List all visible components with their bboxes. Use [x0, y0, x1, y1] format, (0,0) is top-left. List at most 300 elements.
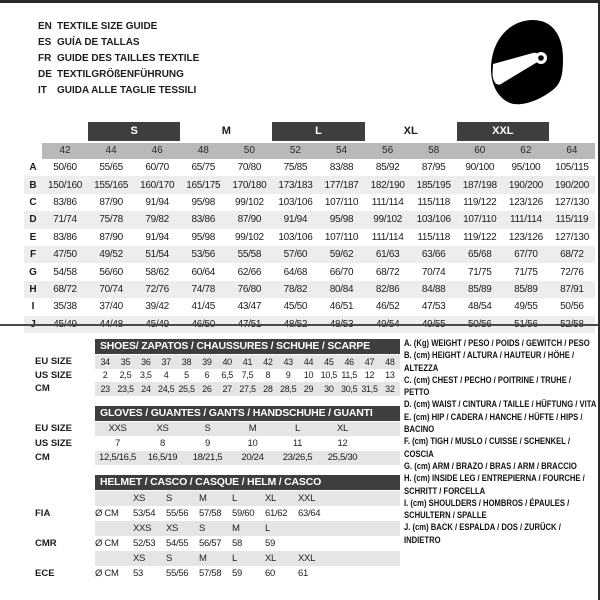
measurement-cell: 48/54 — [468, 301, 492, 313]
measurement-cell: 64/68 — [283, 266, 308, 278]
measurement-cell: 70/74 — [99, 283, 123, 295]
measurement-cell: 150/160 — [48, 179, 83, 191]
measurement-cell: 76/80 — [237, 283, 262, 295]
gloves-title-bar: GLOVES / GUANTES / GANTS / HANDSCHUHE / GUANTI — [95, 406, 400, 421]
measurement-row — [24, 281, 595, 298]
gloves-value-cell: 12 — [337, 437, 348, 449]
shoes-value-cell: 26 — [202, 383, 212, 394]
row-letter: H — [29, 283, 37, 295]
helmet-sizes-row — [24, 551, 400, 566]
gloves-value-cell: 18/21,5 — [192, 452, 223, 464]
measurement-cell: 83/86 — [53, 196, 77, 208]
helmet-icon — [487, 17, 567, 109]
measurement-cell: 70/80 — [237, 162, 262, 174]
measurement-cell: 71/75 — [468, 266, 492, 278]
measurement-cell: 127/130 — [554, 196, 589, 208]
row-letter: G — [29, 266, 37, 278]
measurement-cell: 103/106 — [416, 214, 451, 226]
measurement-cell: 187/198 — [462, 179, 497, 191]
helmet-sizes-row — [24, 521, 400, 536]
helmet-sizes-spacer — [24, 521, 95, 536]
helmet-sizes-band — [95, 551, 400, 566]
helmet-size-label: XL — [265, 493, 277, 504]
helmet-sizes-row — [24, 491, 400, 506]
shoes-value-cell: 30 — [324, 383, 334, 394]
gloves-value-cell: M — [248, 423, 257, 435]
helmet-values-row — [24, 536, 400, 551]
measurement-cell: 99/102 — [234, 196, 264, 208]
measurement-cell: 190/200 — [508, 179, 543, 191]
gloves-value-cell: XS — [156, 423, 169, 435]
size-number: 50 — [226, 143, 272, 159]
measurement-cell: 55/58 — [237, 249, 262, 261]
helmet-value-cell: 58 — [232, 538, 242, 549]
size-group-cell: M — [221, 125, 231, 137]
shoes-value-cell: 3,5 — [140, 370, 152, 381]
helmet-values-band — [95, 506, 400, 521]
shoes-value-cell: 25,5 — [178, 383, 195, 394]
shoes-value-cell: 48 — [385, 356, 395, 367]
size-number: 54 — [318, 143, 364, 159]
size-number: 60 — [457, 143, 503, 159]
shoes-value-cell: 24,5 — [158, 383, 175, 394]
gloves-row-label: EU SIZE — [35, 423, 72, 435]
helmet-values-band — [95, 536, 400, 551]
size-numbers-row — [24, 143, 595, 159]
language-code: DE — [38, 68, 52, 80]
language-row — [38, 34, 199, 50]
gloves-value-cell: L — [295, 423, 300, 435]
helmet-value-cell: 54/55 — [166, 538, 189, 549]
size-number: 46 — [134, 143, 180, 159]
shoes-value-cell: 10 — [303, 370, 314, 381]
measurement-row — [24, 194, 595, 211]
helmet-value-cell: 60 — [265, 568, 275, 579]
measurement-cell: 39/42 — [145, 301, 169, 313]
helmet-value-cell: 59 — [265, 538, 275, 549]
legend-item: A. (Kg) WEIGHT / PESO / POIDS / GEWITCH / PESO — [404, 338, 590, 348]
measurement-cell: 103/106 — [278, 196, 313, 208]
helmet-size-label: M — [199, 553, 207, 564]
gloves-value-cell: 23/26,5 — [282, 452, 313, 464]
size-group-row — [24, 122, 595, 141]
shoes-table — [24, 339, 400, 396]
helmet-size-label: XL — [265, 553, 277, 564]
measurement-cell: 65/75 — [191, 162, 216, 174]
main-size-table — [24, 122, 595, 333]
size-group-cell: S — [88, 122, 180, 141]
gloves-value-cell: 9 — [205, 437, 210, 449]
shoes-value-cell: 45 — [324, 356, 334, 367]
helmet-size-label: XS — [166, 523, 179, 534]
measurement-cell: 87/95 — [421, 162, 446, 174]
shoes-row — [24, 355, 400, 369]
helmet-size-label: S — [199, 523, 206, 534]
measurement-cell: 58/62 — [145, 266, 169, 278]
shoes-header-spacer — [24, 339, 95, 354]
shoes-value-cell: 37 — [161, 356, 171, 367]
helmet-value-cell: 59/60 — [232, 508, 255, 519]
gloves-row-band — [95, 436, 400, 451]
language-title: TEXTILGRÖßENFÜHRUNG — [57, 68, 184, 80]
measurement-cell: 63/66 — [421, 249, 446, 261]
gloves-value-cell: 16,5/19 — [147, 452, 178, 464]
measurement-cell: 41/45 — [191, 301, 216, 313]
measurement-cell: 115/119 — [555, 214, 589, 226]
shoes-value-cell: 10,5 — [320, 370, 337, 381]
measurement-row — [24, 246, 595, 263]
legend-item: J. (cm) BACK / ESPALDA / DOS / ZURÜCK / INDIETRO — [404, 522, 561, 545]
shoes-value-cell: 11,5 — [341, 370, 357, 381]
shoes-value-cell: 39 — [202, 356, 212, 367]
gloves-row — [24, 451, 400, 466]
size-group-cell — [549, 122, 595, 141]
shoes-row-band — [95, 369, 400, 383]
helmet-value-cell: 57/58 — [199, 508, 222, 519]
shoes-row — [24, 382, 400, 396]
measurement-cell: 95/98 — [191, 231, 216, 243]
gloves-row — [24, 436, 400, 451]
legend-item: I. (cm) SHOULDERS / HOMBROS / ÉPAULES / SCHULTERN / SPALLE — [404, 497, 570, 521]
measurement-cell: 107/110 — [324, 231, 359, 243]
gloves-value-cell: 25,5/30 — [327, 452, 358, 464]
measurement-cell: 91/94 — [145, 231, 169, 243]
shoes-value-cell: 5 — [184, 370, 189, 381]
helmet-title-bar: HELMET / CASCO / CASQUE / HELM / CASCO — [95, 475, 400, 490]
helmet-value-cell: 56/57 — [199, 538, 222, 549]
row-letter: A — [29, 162, 37, 174]
measurement-cell: 85/89 — [468, 283, 492, 295]
helmet-value-cell: 61 — [298, 568, 308, 579]
helmet-size-label: XXS — [133, 523, 152, 534]
size-number: 64 — [549, 143, 595, 159]
shoes-value-cell: 28 — [263, 383, 273, 394]
size-number: 52 — [272, 143, 318, 159]
measurement-cell: 78/82 — [283, 283, 308, 295]
shoes-value-cell: 31,5 — [361, 383, 378, 394]
measurement-cell: 80/84 — [329, 283, 354, 295]
measurement-cell: 49/52 — [99, 249, 123, 261]
shoes-header — [24, 339, 400, 354]
measurement-cell: 50/60 — [53, 162, 77, 174]
measurement-cell: 59/62 — [329, 249, 354, 261]
measurement-cell: 87/90 — [99, 231, 123, 243]
measurement-row — [24, 159, 595, 176]
measurement-cell: 43/47 — [237, 301, 262, 313]
helmet-values-row — [24, 506, 400, 521]
helmet-size-label: XXL — [298, 493, 316, 504]
shoes-value-cell: 35 — [120, 356, 131, 367]
measurement-cell: 119/122 — [463, 231, 497, 243]
shoes-value-cell: 8 — [265, 370, 271, 381]
measurement-cell: 75/78 — [99, 214, 123, 226]
measurement-cell: 68/72 — [53, 283, 77, 295]
measurement-cell: 84/88 — [421, 283, 446, 295]
helmet-values-row — [24, 566, 400, 581]
helmet-size-label: M — [232, 523, 240, 534]
measurement-cell: 99/102 — [234, 231, 264, 243]
measurement-cell: 90/100 — [465, 162, 495, 174]
size-number: 56 — [365, 143, 411, 159]
section-divider — [0, 324, 600, 326]
helmet-sizes-spacer — [24, 491, 95, 506]
gloves-value-cell: S — [204, 423, 211, 435]
measurement-cell: 91/94 — [283, 214, 308, 226]
measurement-cell: 50/56 — [560, 301, 584, 313]
helmet-sizes-band — [95, 521, 400, 536]
gloves-row — [24, 422, 400, 437]
shoes-value-cell: 6,5 — [221, 370, 233, 381]
helmet-standard-label: ECE — [35, 568, 55, 579]
shoes-title-bar: SHOES/ ZAPATOS / CHAUSSURES / SCHUHE / SCARPE — [95, 339, 400, 354]
legend-item: G. (cm) ARM / BRAZO / BRAS / ARM / BRACCIO — [404, 460, 577, 471]
gloves-value-cell: 20/24 — [241, 452, 264, 464]
language-code: EN — [38, 20, 52, 32]
gloves-header-spacer — [24, 406, 95, 421]
helmet-unit-label: Ø CM — [95, 538, 119, 549]
legend-item: D. (cm) WAIST / CINTURA / TAILLE / HÜFTUNG / VITA — [404, 399, 597, 410]
shoes-value-cell: 2,5 — [119, 370, 132, 381]
measurement-cell: 45/50 — [283, 301, 308, 313]
gloves-value-cell: 12,5/16,5 — [99, 452, 136, 464]
size-number: 58 — [411, 143, 457, 159]
gloves-row-band — [95, 451, 400, 466]
shoes-value-cell: 29 — [303, 383, 314, 394]
gloves-header — [24, 406, 400, 421]
language-code: IT — [38, 84, 47, 96]
measurement-cell: 165/175 — [186, 179, 221, 191]
measurement-cell: 107/110 — [463, 214, 497, 226]
helmet-value-cell: 63/64 — [298, 508, 321, 519]
shoes-value-cell: 27 — [222, 383, 232, 394]
helmet-value-cell: 61/62 — [265, 508, 288, 519]
measurement-cell: 87/90 — [99, 196, 123, 208]
language-header — [38, 18, 208, 98]
helmet-unit-label: Ø CM — [95, 568, 119, 579]
helmet-sizes-band — [95, 491, 400, 506]
helmet-value-cell: 52/53 — [133, 538, 156, 549]
shoes-value-cell: 47 — [364, 356, 375, 367]
measurement-cell: 66/70 — [329, 266, 354, 278]
measurement-cell: 85/92 — [375, 162, 400, 174]
measurement-row — [24, 176, 595, 193]
gloves-value-cell: XXS — [108, 423, 127, 435]
helmet-value-cell: 55/56 — [166, 568, 189, 579]
row-letter: F — [29, 249, 37, 261]
shoes-value-cell: 36 — [141, 356, 151, 367]
gloves-value-cell: 10 — [247, 437, 258, 449]
measurement-cell: 111/114 — [509, 214, 542, 226]
shoes-row — [24, 369, 400, 383]
helmet-size-label: S — [166, 493, 173, 504]
measurement-cell: 182/190 — [370, 179, 405, 191]
measurement-cell: 95/98 — [329, 214, 354, 226]
measurement-row — [24, 298, 595, 315]
measurement-cell: 91/94 — [145, 196, 169, 208]
measurement-cell: 111/114 — [371, 231, 404, 243]
measurement-cell: 83/86 — [191, 214, 216, 226]
measurement-cell: 170/180 — [232, 179, 267, 191]
measurement-cell: 127/130 — [554, 231, 589, 243]
gloves-row-label: CM — [35, 452, 50, 464]
helmet-size-label: M — [199, 493, 207, 504]
gloves-row-band — [95, 422, 400, 437]
measurement-cell: 51/54 — [145, 249, 169, 261]
measurement-cell: 79/82 — [145, 214, 169, 226]
shoes-value-cell: 44 — [303, 356, 314, 367]
measurement-cell: 46/51 — [329, 301, 354, 313]
measurement-cell: 53/56 — [191, 249, 216, 261]
measurement-cell: 160/170 — [140, 179, 175, 191]
measurement-cell: 105/115 — [555, 162, 589, 174]
legend-item: F. (cm) TIGH / MUSLO / CUISSE / SCHENKEL / COSCIA — [404, 436, 571, 459]
helmet-header-spacer — [24, 475, 95, 490]
shoes-value-cell: 41 — [242, 356, 253, 367]
measurement-cell: 95/100 — [511, 162, 541, 174]
measurement-cell: 72/76 — [560, 266, 584, 278]
row-letter: D — [29, 214, 37, 226]
measurement-cell: 177/187 — [324, 179, 359, 191]
shoes-value-cell: 7,5 — [241, 370, 254, 381]
shoes-value-cell: 32 — [385, 383, 395, 394]
shoes-value-cell: 46 — [344, 356, 354, 367]
row-letter: E — [29, 231, 37, 243]
gloves-value-cell: 8 — [160, 437, 165, 449]
helmet-size-label: XXL — [298, 553, 316, 564]
measurement-cell: 83/88 — [329, 162, 354, 174]
shoes-value-cell: 12 — [364, 370, 375, 381]
size-group-cell: XXL — [457, 122, 549, 141]
gloves-row-label: US SIZE — [35, 437, 72, 449]
size-number: 62 — [503, 143, 549, 159]
helmet-unit-label: Ø CM — [95, 508, 119, 519]
shoes-value-cell: 2 — [102, 370, 108, 381]
helmet-size-label: S — [166, 553, 173, 564]
measurement-cell: 71/74 — [53, 214, 77, 226]
measurement-cell: 99/102 — [373, 214, 403, 226]
measurement-legend — [404, 337, 598, 546]
measurement-cell: 49/55 — [514, 301, 538, 313]
measurement-cell: 65/68 — [468, 249, 492, 261]
gloves-value-cell: 11 — [292, 437, 303, 449]
helmet-value-cell: 59 — [232, 568, 242, 579]
row-letter: C — [29, 196, 37, 208]
measurement-cell: 115/118 — [417, 196, 450, 208]
measurement-cell: 62/66 — [237, 266, 262, 278]
measurement-cell: 103/106 — [278, 231, 313, 243]
measurement-cell: 85/89 — [514, 283, 538, 295]
measurement-cell: 95/98 — [191, 196, 216, 208]
shoes-value-cell: 38 — [181, 356, 192, 367]
gloves-table — [24, 406, 400, 466]
measurement-row — [24, 263, 595, 280]
measurement-cell: 155/165 — [94, 179, 129, 191]
language-row — [38, 66, 199, 82]
measurement-cell: 60/64 — [191, 266, 216, 278]
measurement-cell: 87/90 — [237, 214, 262, 226]
helmet-size-label: L — [265, 523, 270, 534]
shoes-value-cell: 24 — [141, 383, 151, 394]
shoes-value-cell: 27,5 — [239, 383, 256, 394]
shoes-value-cell: 40 — [222, 356, 232, 367]
measurement-cell: 56/60 — [99, 266, 123, 278]
language-row — [38, 50, 199, 66]
measurement-cell: 47/53 — [421, 301, 446, 313]
measurement-cell: 60/70 — [145, 162, 169, 174]
row-letter: B — [29, 179, 37, 191]
measurement-cell: 47/50 — [53, 249, 77, 261]
measurement-cell: 107/110 — [324, 196, 359, 208]
legend-item: H. (cm) INSIDE LEG / ENTREPIERNA / FOURCHE / SCHRITT / FORCELLA — [404, 473, 585, 496]
measurement-cell: 72/76 — [145, 283, 169, 295]
measurement-cell: 68/72 — [560, 249, 584, 261]
measurement-cell: 190/200 — [554, 179, 589, 191]
language-code: ES — [38, 36, 52, 48]
measurement-cell: 68/72 — [375, 266, 400, 278]
shoes-value-cell: 43 — [283, 356, 293, 367]
gloves-value-cell: XL — [336, 423, 349, 435]
measurement-row — [24, 229, 595, 246]
size-number: 42 — [42, 143, 88, 159]
row-letter: I — [31, 301, 35, 313]
measurement-cell: 123/126 — [508, 196, 543, 208]
helmet-values-band — [95, 566, 400, 581]
measurement-cell: 35/38 — [53, 301, 77, 313]
measurement-cell: 70/74 — [421, 266, 446, 278]
shoes-value-cell: 30,5 — [341, 383, 358, 394]
shoes-value-cell: 34 — [100, 356, 110, 367]
measurement-cell: 111/114 — [371, 196, 404, 208]
shoes-value-cell: 13 — [385, 370, 395, 381]
measurement-cell: 75/85 — [283, 162, 308, 174]
measurement-cell: 74/78 — [191, 283, 216, 295]
language-code: FR — [38, 52, 52, 64]
size-group-cell — [24, 122, 88, 141]
helmet-table — [24, 475, 400, 581]
shoes-value-cell: 23,5 — [117, 383, 134, 394]
helmet-standard-label: FIA — [35, 508, 51, 519]
shoes-row-label: CM — [35, 383, 50, 395]
helmet-sizes-spacer — [24, 551, 95, 566]
measurement-cell: 173/183 — [278, 179, 313, 191]
size-number: 48 — [180, 143, 226, 159]
shoes-value-cell: 6 — [204, 370, 210, 381]
measurement-cell: 57/60 — [283, 249, 308, 261]
legend-item: B. (cm) HEIGHT / ALTURA / HAUTEUR / HÖHE / ALTEZZA — [404, 350, 575, 373]
shoes-row-band — [95, 382, 400, 396]
shoes-value-cell: 4 — [163, 370, 169, 381]
measurement-cell: 46/52 — [375, 301, 400, 313]
shoes-value-cell: 28,5 — [280, 383, 297, 394]
measurement-cell: 37/40 — [99, 301, 123, 313]
language-title: GUIDA ALLE TAGLIE TESSILI — [57, 84, 197, 96]
helmet-standard-label: CMR — [35, 538, 57, 549]
language-row — [38, 18, 199, 34]
helmet-value-cell: 53 — [133, 568, 143, 579]
helmet-header — [24, 475, 400, 490]
helmet-value-cell: 53/54 — [133, 508, 156, 519]
helmet-size-label: XS — [133, 493, 146, 504]
helmet-size-label: XS — [133, 553, 146, 564]
gloves-value-cell: 7 — [115, 437, 120, 449]
measurement-cell: 54/58 — [53, 266, 77, 278]
measurement-cell: 185/195 — [416, 179, 451, 191]
size-group-cell: L — [272, 122, 364, 141]
legend-item: C. (cm) CHEST / PECHO / POITRINE / TRUHE / PETTO — [404, 374, 572, 398]
legend-item: E. (cm) HIP / CADERA / HANCHE / HÜFTE / HIPS / BACINO — [404, 411, 583, 435]
measurement-cell: 87/91 — [560, 283, 584, 295]
shoes-row-label: EU SIZE — [35, 356, 72, 368]
